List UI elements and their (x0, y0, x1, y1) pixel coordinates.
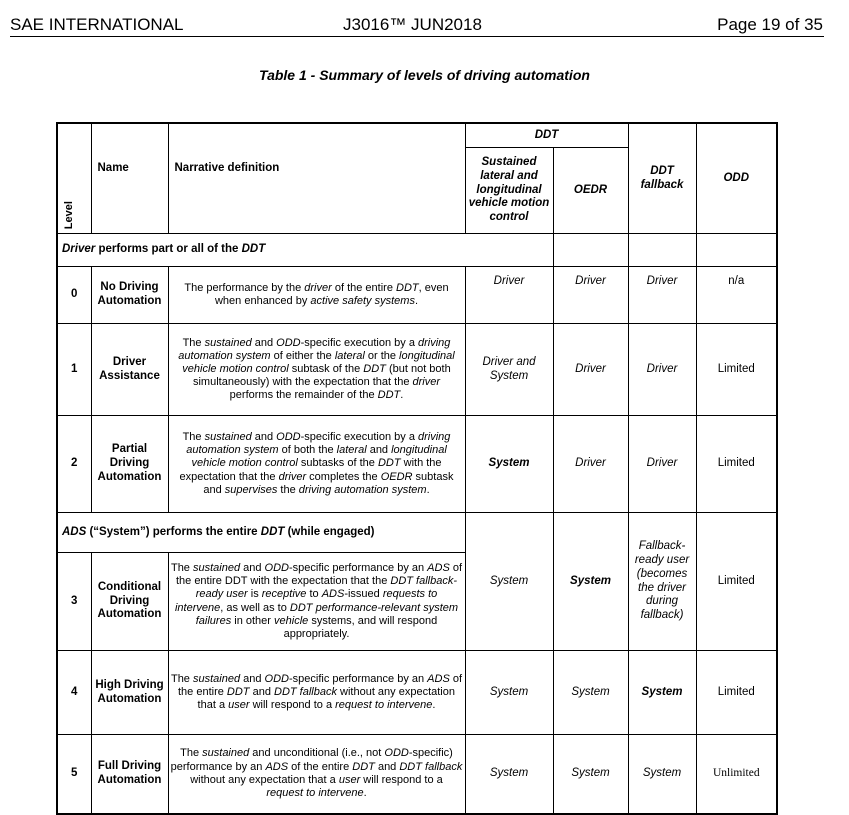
level-label: Level (62, 200, 75, 229)
fallback-cell: System (628, 735, 696, 814)
level-name: No Driving Automation (91, 267, 168, 324)
oedr-cell: System (553, 735, 628, 814)
odd-cell: n/a (696, 267, 777, 324)
ddt-group-header: DDT (465, 123, 628, 148)
sustained-cell: Driver and System (465, 324, 553, 416)
level-name: High Driving Automation (91, 651, 168, 735)
oedr-column-header: OEDR (553, 148, 628, 234)
fallback-cell: System (628, 651, 696, 735)
table-row (57, 324, 777, 416)
odd-cell: Unlimited (696, 735, 777, 814)
level-number: 3 (57, 553, 91, 651)
sustained-cell: System (465, 513, 553, 651)
level-name: Driver Assistance (91, 324, 168, 416)
sustained-cell: System (465, 735, 553, 814)
oedr-cell: Driver (553, 324, 628, 416)
level-name: Conditional Driving Automation (91, 553, 168, 651)
page-header (10, 14, 824, 37)
document-id: J3016™ JUN2018 (343, 15, 482, 34)
definition-column-header: Narrative definition (168, 123, 465, 234)
odd-cell: Limited (696, 651, 777, 735)
oedr-cell: System (553, 513, 628, 651)
sustained-cell: System (465, 651, 553, 735)
level-definition: The performance by the driver of the entire DDT, even when enhanced by active safety systems. (168, 267, 465, 324)
odd-column-header: ODD (696, 123, 777, 234)
fallback-cell: Driver (628, 324, 696, 416)
table-row (57, 735, 777, 814)
fallback-cell: Driver (628, 416, 696, 513)
fallback-cell: Driver (628, 267, 696, 324)
level-definition: The sustained and ODD-specific execution by a driving automation system of both the lateral and longitudinal vehicle motion control subtasks of the DDT with the expectation that the driver completes the OEDR subtask and supervises the driving automation system. (168, 416, 465, 513)
level-number: 0 (57, 267, 91, 324)
table-row (57, 267, 777, 324)
level-column-header (57, 123, 91, 234)
levels-table (56, 122, 778, 815)
level-definition: The sustained and ODD-specific execution by a driving automation system of either the lateral or the longitudinal vehicle motion control subtask of the DDT (but not both simultaneously) with the expectation that the driver performs the remainder of the DDT. (168, 324, 465, 416)
fallback-column-header: DDT fallback (628, 123, 696, 234)
level-definition: The sustained and ODD-specific performance by an ADS of the entire DDT with the expectation that the DDT fallback-ready user is receptive to ADS-issued requests to intervene, as well as to DDT performance-relevant system failures in other vehicle systems, and will respond appropriately. (168, 553, 465, 651)
oedr-cell: System (553, 651, 628, 735)
level-name: Full Driving Automation (91, 735, 168, 814)
sustained-column-header: Sustained lateral and longitudinal vehicle motion control (465, 148, 553, 234)
sustained-cell: System (465, 416, 553, 513)
org-name: SAE INTERNATIONAL (10, 15, 184, 34)
oedr-cell: Driver (553, 416, 628, 513)
table-row (57, 651, 777, 735)
fallback-cell: Fallback-ready user (becomes the driver during fallback) (628, 513, 696, 651)
odd-cell: Limited (696, 324, 777, 416)
page-number: Page 19 of 35 (717, 15, 823, 34)
level-number: 5 (57, 735, 91, 814)
section-driver: Driver performs part or all of the DDT (57, 234, 553, 267)
level-definition: The sustained and unconditional (i.e., not ODD-specific) performance by an ADS of the entire DDT and DDT fallback without any expectation that a user will respond to a request to intervene. (168, 735, 465, 814)
level-definition: The sustained and ODD-specific performance by an ADS of the entire DDT and DDT fallback without any expectation that a user will respond to a request to intervene. (168, 651, 465, 735)
odd-cell: Limited (696, 513, 777, 651)
sustained-cell: Driver (465, 267, 553, 324)
name-column-header: Name (91, 123, 168, 234)
level-number: 4 (57, 651, 91, 735)
odd-cell: Limited (696, 416, 777, 513)
level-name: Partial Driving Automation (91, 416, 168, 513)
table-row (57, 416, 777, 513)
level-number: 1 (57, 324, 91, 416)
oedr-cell: Driver (553, 267, 628, 324)
section-ads: ADS (“System”) performs the entire DDT (while engaged) (57, 513, 465, 553)
table-caption: Table 1 - Summary of levels of driving automation (259, 67, 590, 83)
level-number: 2 (57, 416, 91, 513)
